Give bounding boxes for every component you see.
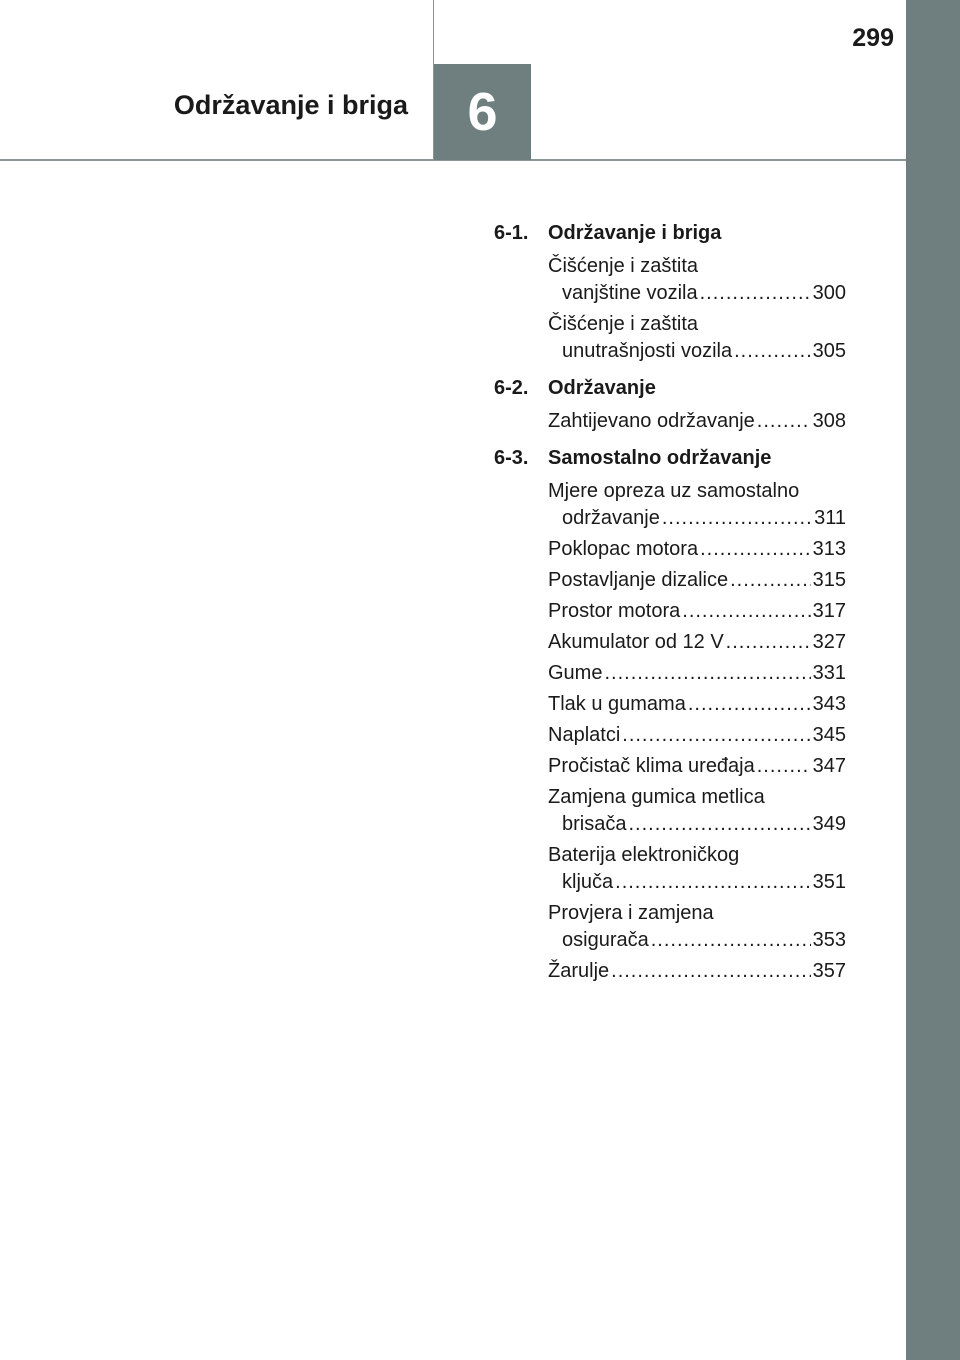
- section-title: Održavanje: [548, 377, 656, 399]
- toc-entry[interactable]: [548, 408, 846, 435]
- entry-page-number: 305: [812, 340, 846, 362]
- dot-leader: [651, 927, 811, 954]
- chapter-number-tab: 6: [434, 64, 531, 160]
- table-of-contents: [494, 220, 846, 995]
- entry-page-number: 353: [812, 929, 846, 951]
- toc-entry[interactable]: [548, 958, 846, 985]
- dot-leader: [726, 629, 811, 656]
- entry-label: brisača: [562, 813, 627, 835]
- entry-label: vanjštine vozila: [562, 282, 698, 304]
- dot-leader: [757, 753, 811, 780]
- entry-page-number: 308: [812, 410, 846, 432]
- entry-page-number: 343: [812, 693, 846, 715]
- entry-label: Prostor motora: [548, 600, 681, 622]
- toc-entry[interactable]: [548, 842, 846, 896]
- section-heading[interactable]: [494, 220, 846, 247]
- toc-section: [494, 220, 846, 365]
- section-number: 6-3.: [494, 447, 529, 469]
- toc-entry[interactable]: [548, 598, 846, 625]
- toc-entry[interactable]: [548, 478, 846, 532]
- dot-leader: [622, 722, 810, 749]
- entry-label: Akumulator od 12 V: [548, 631, 724, 653]
- entry-page-number: 300: [812, 282, 846, 304]
- entry-label: Naplatci: [548, 724, 621, 746]
- entry-page-number: 331: [812, 662, 846, 684]
- entry-page-number: 347: [812, 755, 846, 777]
- section-heading[interactable]: [494, 445, 846, 472]
- dot-leader: [757, 408, 811, 435]
- dot-leader: [730, 567, 811, 594]
- entry-page-number: 313: [812, 538, 846, 560]
- entry-page-number: 327: [812, 631, 846, 653]
- toc-entry[interactable]: [548, 784, 846, 838]
- section-heading[interactable]: [494, 375, 846, 402]
- dot-leader: [700, 536, 811, 563]
- toc-entry[interactable]: [548, 311, 846, 365]
- entry-label: ključa: [562, 871, 614, 893]
- entry-label: osigurača: [562, 929, 649, 951]
- entry-page-number: 349: [812, 813, 846, 835]
- chapter-title: Održavanje i briga: [173, 90, 408, 120]
- chapter-side-bar: [906, 0, 960, 1360]
- dot-leader: [628, 811, 810, 838]
- toc-entry[interactable]: [548, 536, 846, 563]
- dot-leader: [604, 660, 810, 687]
- entry-page-number: 357: [812, 960, 846, 982]
- dot-leader: [682, 598, 810, 625]
- entry-label: Žarulje: [548, 960, 610, 982]
- page-number: 299: [852, 24, 894, 52]
- entry-label: unutrašnjosti vozila: [562, 340, 733, 362]
- entry-label-first-line: Čišćenje i zaštita: [548, 255, 699, 277]
- section-number: 6-1.: [494, 222, 529, 244]
- entry-page-number: 351: [812, 871, 846, 893]
- toc-entry[interactable]: [548, 722, 846, 749]
- entry-label: Tlak u gumama: [548, 693, 686, 715]
- entry-label: Poklopac motora: [548, 538, 699, 560]
- dot-leader: [662, 505, 812, 532]
- section-number: 6-2.: [494, 377, 529, 399]
- toc-section: [494, 375, 846, 435]
- entry-label: Pročistač klima uređaja: [548, 755, 755, 777]
- toc-section: [494, 445, 846, 985]
- toc-entry[interactable]: [548, 660, 846, 687]
- entry-label: održavanje: [562, 507, 660, 529]
- entry-page-number: 315: [812, 569, 846, 591]
- entry-label-first-line: Provjera i zamjena: [548, 902, 714, 924]
- toc-entry[interactable]: [548, 691, 846, 718]
- entry-page-number: 311: [814, 507, 846, 529]
- entry-label: Gume: [548, 662, 603, 684]
- dot-leader: [688, 691, 811, 718]
- entry-label: Zahtijevano održavanje: [548, 410, 755, 432]
- dot-leader: [611, 958, 810, 985]
- section-title: Samostalno održavanje: [548, 447, 772, 469]
- entry-page-number: 317: [812, 600, 846, 622]
- entry-label: Postavljanje dizalice: [548, 569, 729, 591]
- toc-entry[interactable]: [548, 753, 846, 780]
- toc-entry[interactable]: [548, 567, 846, 594]
- dot-leader: [615, 869, 810, 896]
- section-title: Održavanje i briga: [548, 222, 722, 244]
- entry-label-first-line: Mjere opreza uz samostalno: [548, 480, 800, 502]
- entry-label-first-line: Zamjena gumica metlica: [548, 786, 765, 808]
- entry-label-first-line: Baterija elektroničkog: [548, 844, 740, 866]
- dot-leader: [700, 280, 811, 307]
- toc-entry[interactable]: [548, 900, 846, 954]
- toc-entry[interactable]: [548, 629, 846, 656]
- toc-entry[interactable]: [548, 253, 846, 307]
- entry-page-number: 345: [812, 724, 846, 746]
- entry-label-first-line: Čišćenje i zaštita: [548, 313, 699, 335]
- dot-leader: [734, 338, 811, 365]
